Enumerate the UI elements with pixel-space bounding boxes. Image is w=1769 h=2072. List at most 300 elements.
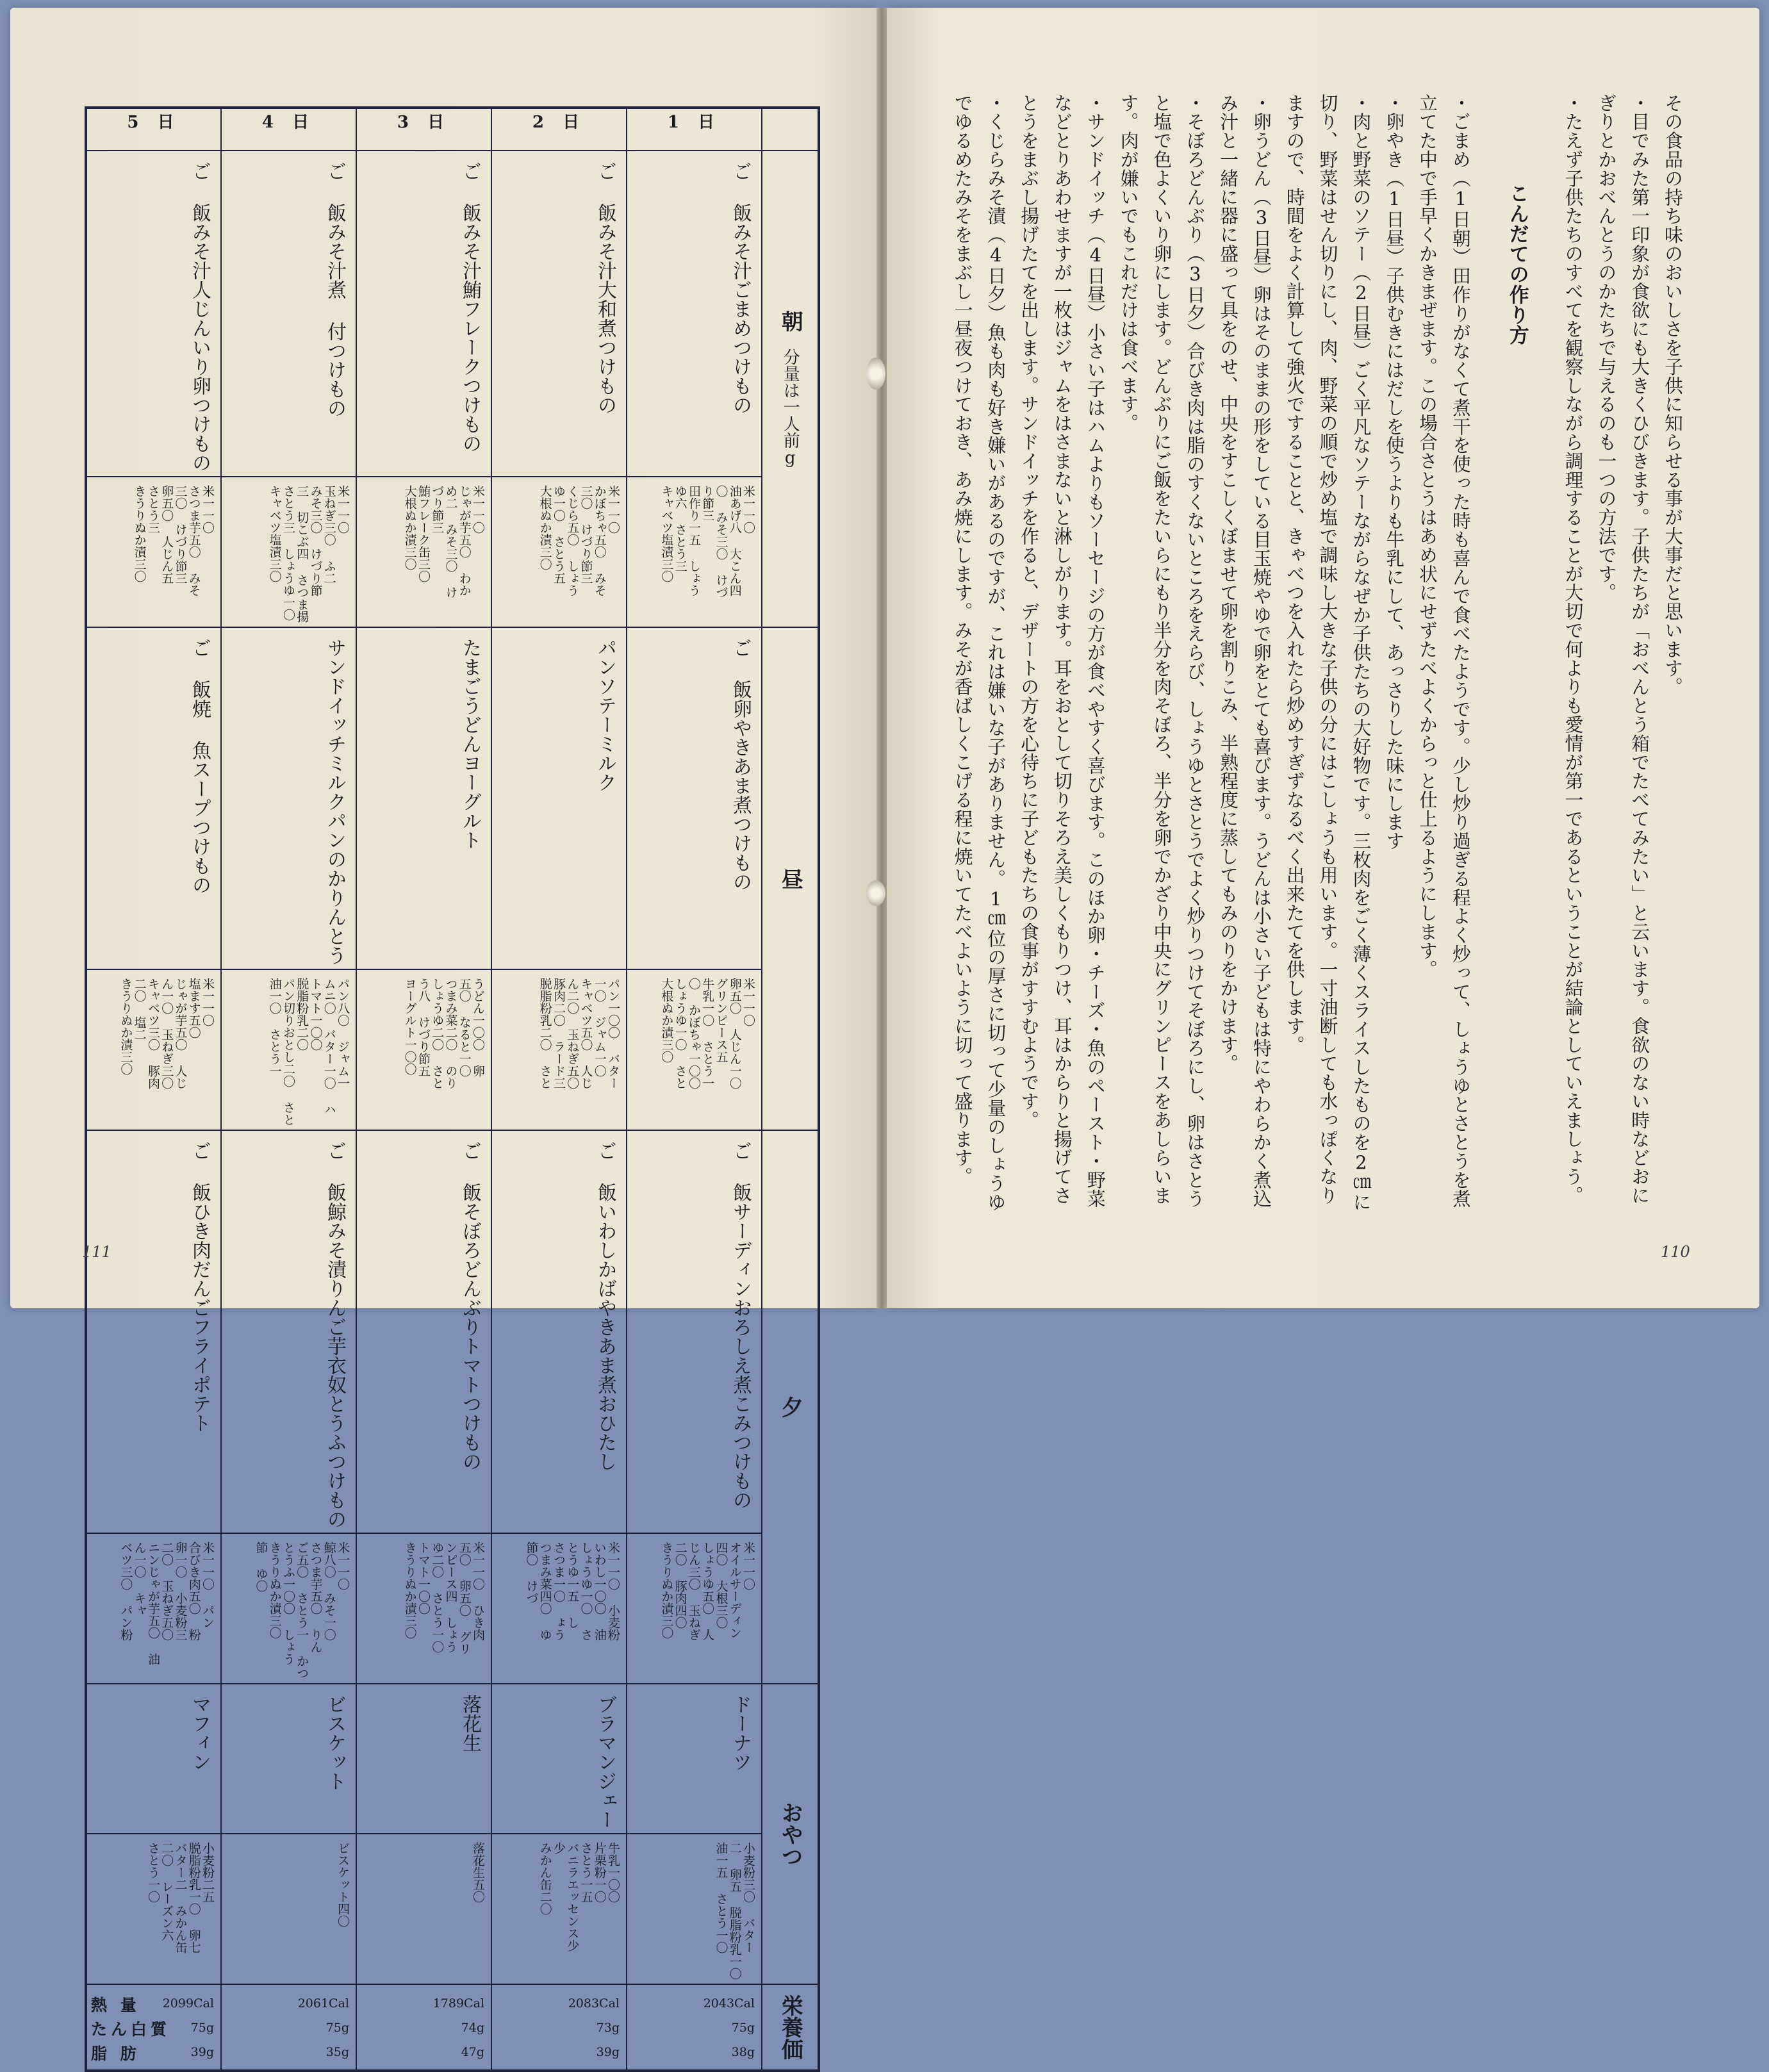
menu-line: 落花生五〇 [471,1842,485,1903]
book-gutter [876,8,887,1308]
menu-line-group [267,485,349,623]
menu-line: さとう一五 [579,1842,593,1903]
dinner-qty-row [86,1533,819,1684]
lunch-qty-day3 [356,969,491,1130]
menu-line-group [538,978,620,1126]
menu-line: 五〇 なると一〇 [457,978,472,1077]
menu-line-group [402,978,484,1126]
menu-line: 米一一〇 [336,1542,350,1590]
fat-value: 39g [190,2045,214,2059]
binding-hole-top [866,358,885,390]
nutrition-day4 [221,1984,356,2071]
menu-line-group [458,1141,482,1529]
lunch-dishes-day2 [491,627,627,969]
intro-paragraph: ・たえず子供たちのすべてを観察しながら調理することが大切で何よりも愛情が第一であるということが結論としていえましょう。 [1562,94,1584,1205]
menu-line: おひたし [594,1394,616,1471]
menu-line: バニラエッセンス少 [565,1842,580,1952]
nutrition-day1 [627,1984,762,2071]
menu-line: 田作り一五 しょう [686,485,701,596]
menu-line: 米一一〇 [201,978,215,1026]
menu-line: みそ汁 [459,222,481,280]
menu-line: 牛乳一〇〇 [606,1842,620,1903]
menu-line: 二〇 レーズン六 [160,1842,174,1941]
menu-line: きうりぬか漬三〇 [119,978,133,1075]
menu-line: 節 ゆ〇 [254,1542,268,1592]
dinner-qty-day2 [491,1533,627,1684]
menu-line: パン八〇 ジャム一 [336,978,350,1089]
protein-value: 73g [596,2021,620,2035]
menu-line: 片栗粉一〇 [592,1842,607,1903]
lunch-label-cell [762,627,819,1130]
menu-line: ご五〇 さとう一 かつ [295,1542,309,1679]
page-number-left: 111 [82,1243,111,1261]
menu-line: つけもの [324,1452,346,1529]
menu-line: しょうゆ五〇 人 [700,1542,715,1641]
menu-line-group [593,1141,618,1529]
menu-line: きうりぬか漬三〇 [267,1542,282,1639]
menu-line: おろしえ [729,1298,752,1375]
menu-line-group [402,1542,484,1679]
menu-line: ドーナツ [729,1695,752,1772]
energy-value: 1789Cal [432,1996,484,2010]
menu-line: ニンじゃが芋五〇 油 [145,1542,160,1665]
menu-line-group [659,978,755,1126]
protein-value: 74g [461,2021,484,2035]
menu-line: ご 飯 [188,161,211,222]
menu-line: ご 飯 [729,1141,752,1202]
menu-line: きうりぬか漬三〇 [132,485,147,582]
menu-line: 二〇 塩二 [132,978,147,1040]
snack-dishes-day4 [221,1684,356,1834]
menu-line: じん三〇 玉ねぎ [686,1542,701,1641]
menu-line: 少 [551,1842,566,1854]
menu-line: ムニ〇 バター一〇 ハ [322,978,336,1115]
menu-line: 大根ぬか漬三〇 [659,978,674,1063]
breakfast-qty-day4 [221,477,356,627]
dinner-dishes-day3 [356,1130,491,1533]
menu-line: キャベツ三〇 豚肉 [145,978,160,1089]
menu-table [85,106,820,2072]
menu-line: ポテト [188,1375,211,1433]
menu-line: 落花生 [459,1695,481,1752]
fat-value: 47g [461,2045,484,2059]
menu-line: 三〇 けづり節三 [579,485,593,584]
menu-line: やき [594,1298,616,1336]
menu-line: くじら五〇 しょう [565,485,580,596]
breakfast-dishes-day3 [356,151,491,477]
menu-line: きうりぬか漬三〇 [659,1542,674,1639]
menu-line: 三 切こぶ四 さつま揚 [295,485,309,623]
menu-line-group [323,161,347,472]
dinner-dishes-day4 [221,1130,356,1533]
menu-line: さとう三 しょうゆ一〇 [281,485,295,621]
corner-cell [762,108,819,151]
day-header: 1 日 [627,108,762,151]
menu-line-group [728,638,753,965]
menu-line-group [524,1542,620,1679]
menu-line: あま煮 [594,1336,616,1394]
menu-line: 大根ぬか漬三〇 [402,485,417,570]
menu-line-group [593,1695,618,1829]
fat-label: 脂 肪 [91,2044,140,2063]
breakfast-qty-day5 [86,477,221,627]
menu-line: 大和煮 [594,280,616,338]
energy-value: 2099Cal [162,1996,214,2010]
snack-qty-row [86,1834,819,1984]
menu-line: ゆ六 さとう三 [673,485,687,572]
lunch-qty-day5 [86,969,221,1130]
breakfast-dishes-day2 [491,151,627,477]
dinner-qty-day1 [627,1533,762,1684]
menu-line: いわしかば [594,1202,616,1298]
menu-line: 二〇 玉ねぎ五〇 [160,1542,174,1641]
menu-line: つけもの [594,338,616,415]
menu-line: 卵 [188,376,211,395]
snack-dishes-day5 [86,1684,221,1834]
menu-line: みそ汁 [188,222,211,280]
menu-line: 米一一〇 [741,485,755,534]
menu-line: トマト一〇〇 [308,978,323,1051]
menu-line: 牛乳一〇 さとう一 [700,978,715,1089]
menu-line: トマト [459,1336,481,1394]
menu-line: さつま一〇 ょう [551,1542,566,1641]
menu-line: 小麦粉二五 [201,1842,215,1903]
dinner-dish-row [86,1130,819,1533]
menu-line: じゃが芋五〇 わか [457,485,472,596]
menu-line: ブラマンジェー [594,1695,616,1829]
nutrition-label-cell [762,1984,819,2071]
menu-line: 四〇 大根三〇 [714,1542,728,1629]
menu-line: づり節三 [430,485,445,534]
menu-line: じゃが芋五〇 人じ [173,978,188,1089]
binding-hole-bottom [866,880,885,906]
menu-line: サーディン [729,1202,752,1298]
menu-line: みかん缶二〇 [538,1842,552,1915]
snack-dishes-day2 [491,1684,627,1834]
menu-line-group [458,638,482,965]
menu-line-group [728,161,753,472]
recipe-paragraph [944,94,946,1221]
snack-dish-row [86,1684,819,1834]
menu-line: 米一一〇 小麦粉 [606,1542,620,1641]
menu-line: ご 飯 [188,638,211,699]
menu-line: 豚肉二〇 ラード三 [551,978,566,1089]
snack-qty-day3 [356,1834,491,1984]
breakfast-dish-row [86,151,819,477]
portion-note: 分量は一人前g [780,349,800,468]
menu-line: ご 飯 [729,638,752,699]
menu-line: 鯨みそ漬 [324,1202,346,1279]
recipe-paragraph: ・そぼろどんぶり（3日夕）合びき肉は脂のすくないところをえらび、しょうゆとさとうでよく炒りつけてそぼろにし、卵はさとうと塩で色よくいり卵にします。どんぶりにご飯をたいらにもり半分を肉そぼろ、半分を卵でかざり中央にグリンピースをあしらいます。肉が嫌いでもこれだけは食べます。 [1117,94,1206,1208]
menu-line: 脱脂粉乳二〇 [295,978,309,1051]
fat-value: 39g [596,2045,620,2059]
menu-line: さつま芋五〇 りん [308,1542,323,1653]
menu-line: バター二 みかん缶 [173,1842,188,1953]
menu-line: 〇 かぼちゃ一〇〇 [686,978,701,1089]
energy-value: 2083Cal [568,1996,620,2010]
recipe-paragraph: ・卵やき（1日昼）子供むきにはだしを使うよりも牛乳にして、あっさりした味にします [1383,94,1406,851]
menu-line-group [458,161,482,472]
menu-line: ミルク [324,753,346,811]
menu-line: サンドイッチ [324,638,346,753]
menu-line: みそ三〇 けづり節 [308,485,323,596]
menu-line: 米一一〇 [741,1542,755,1590]
lunch-dishes-day3 [356,627,491,969]
menu-line: つけもの [459,1394,481,1471]
day-header: 3 日 [356,108,491,151]
menu-line-group [188,1695,212,1829]
menu-line: いわし一〇〇 油 [592,1542,607,1641]
protein-value: 75g [325,2021,349,2035]
section-heading: こんだての作り方 [1505,183,1529,345]
menu-line: ご 飯 [729,161,752,222]
menu-line: つけもの [324,341,346,418]
breakfast-label-cell [762,151,819,627]
menu-line: ビスケット [324,1695,346,1791]
lunch-qty-day1 [627,969,762,1130]
menu-line: め二 みそ三〇 け [443,485,458,598]
menu-line: ん二〇 玉ねぎ五〇 [565,978,580,1089]
protein-label: たん白質 [91,2020,171,2039]
menu-line: 人じんいり [188,280,211,376]
menu-line-group [267,978,349,1126]
menu-line: きうりぬか漬三〇 [402,1542,417,1639]
menu-line: ご 飯 [324,1141,346,1202]
menu-line: 二〇 豚肉四〇 [673,1542,687,1629]
menu-line-group [538,1842,620,1980]
menu-line: ご 飯 [594,1141,616,1202]
lunch-qty-day4 [221,969,356,1130]
menu-line-group [336,1842,349,1980]
protein-value: 75g [190,2021,214,2035]
menu-line: 米一一〇 パン [201,1542,215,1629]
menu-line: ん一〇 玉ねぎ三〇 [160,978,174,1089]
day-header-row [86,108,819,151]
nutrition-day5 [86,1984,221,2071]
menu-line: つけもの [729,1433,752,1509]
menu-line: さとう三 [145,485,160,534]
menu-line-group [538,485,620,623]
day-header: 2 日 [491,108,627,151]
menu-line: さつま芋五〇 みそ [186,485,201,596]
recipe-paragraph: ・ごまめ（1日朝）田作りがなくて煮干を使った時も喜んで食べたようです。少し炒り過ぎる程よく炒って、しょうゆとさとうを煮立てた中で手早くかきまぜます。この場合さとうはあめ状にせずたべよくからっと仕上るようにします。 [1417,94,1472,1208]
menu-line: 奴とうふ [324,1375,346,1452]
menu-line: かぼちゃ五〇 みそ [592,485,607,596]
lunch-dishes-day1 [627,627,762,969]
breakfast-qty-row [86,477,819,627]
breakfast-label: 朝 [777,310,803,332]
recipe-paragraph: ・くじらみそ漬（4日夕）魚も肉も好き嫌いがあるのですが、これは嫌いな子がありません。1㎝位の厚さに切って少量のしょうゆでゆるめたみそをまぶし一昼夜つけておき、あみ焼にします。みそが香ばしくこげる程に焼いてたべよいように切って盛ります。 [951,94,1007,1212]
menu-line: つけもの [729,338,752,415]
menu-line-group [132,485,214,623]
menu-line-group [728,1141,753,1529]
menu-line-group [659,485,755,623]
menu-line: 二 卵五 脱脂粉乳一〇 [727,1842,742,1980]
menu-line: ンピース四 しょう [443,1542,458,1653]
menu-line: つけもの [188,818,211,894]
menu-line-group [593,638,618,965]
snack-label-cell [762,1684,819,1984]
lunch-qty-day2 [491,969,627,1130]
menu-line-group [323,1695,347,1829]
snack-dishes-day3 [356,1684,491,1834]
menu-line: 節〇 けづ [524,1542,539,1604]
menu-line: パン [594,638,616,677]
menu-line: 一〇 ジャム一〇 [592,978,607,1077]
menu-line: 脱脂粉乳二〇 さと [538,978,552,1089]
menu-line: 米一一〇 [741,978,755,1026]
menu-line: 玉ねぎ三〇 ふ二 [322,485,336,584]
menu-line: つけもの [188,395,211,472]
menu-line: 卵一〇 小麦粉三 [173,1542,188,1641]
breakfast-qty-day3 [356,477,491,627]
lunch-label: 昼 [777,867,803,890]
menu-line: ベツ三〇 パン粉 [119,1542,133,1641]
menu-line-group [254,1542,349,1679]
energy-value: 2043Cal [703,1996,755,2010]
menu-line-group [402,485,484,623]
menu-line: ご 飯 [459,161,481,222]
dinner-label-cell [762,1130,819,1684]
menu-line: キャベツ五〇 人じ [579,978,593,1089]
menu-line: さとう一〇 [145,1842,160,1903]
menu-line: あま煮 [729,757,752,814]
menu-line: 合びき肉五〇 粉 [186,1542,201,1641]
recipe-paragraph: ・サンドイッチ（4日昼）小さい子はハムよりもソーセージの方が食べやすく喜びます。このほか卵・チーズ・魚のペースト・野菜などとりあわせますが一枚はジャムをはさまないと淋しがります。耳をおとして切りそろえ美しくもりつけ、耳はからりと揚げてさとうをまぶし揚げたてを出します。サンドイッチを作ると、デザートの方を心待ちに子どもたちの食事がすすむようです。 [1018,94,1107,1208]
menu-line: ごまめ [729,280,752,338]
lunch-dishes-day5 [86,627,221,969]
snack-dishes-day1 [627,1684,762,1834]
intro-paragraph: その食品の持ち味のおいしさを子供に知らせる事が大事だと思います。 [1662,94,1684,696]
menu-line: 卵五〇 人じん一〇 [727,978,742,1089]
menu-line: キャベツ塩漬三〇 [659,485,674,582]
snack-qty-day2 [491,1834,627,1984]
menu-line: 小麦粉三〇 バター [741,1842,755,1953]
menu-line: しょうゆ一〇 さ [579,1542,593,1641]
menu-line: 米一一〇 [471,485,485,534]
menu-line: つまみ菜二〇 のり [443,978,458,1089]
nutrition-day3 [356,1984,491,2071]
menu-line: 〇 みそ三〇 けづ [714,485,728,598]
menu-line-group [188,1141,212,1529]
menu-line: 鮪フレーク [459,280,481,376]
menu-line: ミルク [594,734,616,792]
lunch-qty-row [86,969,819,1130]
menu-line: り節三 [700,485,715,522]
menu-line: 油一五 さとう一〇 [714,1842,728,1953]
nutrition-day2 [491,1984,627,2071]
breakfast-dishes-day1 [627,151,762,477]
menu-line-group [728,1695,753,1829]
menu-line-group [323,638,347,965]
menu-line: 煮 付 [324,280,346,341]
menu-line: ご 飯 [188,1141,211,1202]
lunch-dish-row [86,627,819,969]
menu-line: 鮪フレーク缶三〇 [416,485,431,582]
protein-value: 75g [731,2021,755,2035]
menu-line: うどん一〇〇 卵 [471,978,485,1077]
breakfast-dishes-day4 [221,151,356,477]
menu-line: パン一〇〇 バター [606,978,620,1089]
menu-line-group [714,1842,755,1980]
energy-label: 熱 量 [91,1996,140,2014]
breakfast-dishes-day5 [86,151,221,477]
menu-line-group [458,1695,482,1829]
fat-value: 35g [325,2045,349,2059]
menu-line: 三〇 けづり節三 [173,485,188,584]
menu-line: とうゆ一五 し [565,1542,580,1629]
dinner-qty-day5 [86,1533,221,1684]
menu-line: つけもの [729,814,752,891]
snack-qty-day1 [627,1834,762,1984]
day-header: 5 日 [86,108,221,151]
menu-line: 卵やき [729,699,752,757]
menu-line: そぼろどんぶり [459,1202,481,1336]
menu-line: ゆ二〇 さとう一〇 [430,1542,445,1653]
menu-line: 油一〇 さとう一 [267,978,282,1077]
menu-line: つけもの [459,376,481,453]
menu-line-group [119,1542,214,1679]
recipe-article [944,94,1689,1221]
menu-line: 大根ぬか漬三〇 [538,485,552,570]
menu-line: ヨーグルト [459,753,481,850]
menu-line-group [659,1542,755,1679]
menu-line: ご 飯 [459,1141,481,1202]
dinner-qty-day4 [221,1533,356,1684]
menu-line: トマト一〇〇 [416,1542,431,1615]
menu-line-group [188,638,212,965]
menu-line: 米一一〇 ひき肉 [471,1542,485,1641]
menu-line: 塩ます五〇 [186,978,201,1039]
menu-line: 焼 魚 [188,699,211,760]
menu-line: りんご芋衣 [324,1279,346,1375]
menu-line-group [323,1141,347,1529]
menu-line: 米一一〇 [336,485,350,534]
menu-line: しょうゆ二〇 さと [430,978,445,1089]
menu-line: マフィン [188,1695,211,1772]
menu-line: パンのかりんとう [324,811,346,965]
menu-line: う八 けづり節五 [416,978,431,1077]
menu-line: ん一〇 キャ [132,1542,147,1616]
menu-line: つまみ菜四〇 ゆ [538,1542,552,1641]
lunch-dishes-day4 [221,627,356,969]
menu-line: ソテー [594,677,616,734]
menu-line: フライ [188,1317,211,1375]
menu-line: ビスケット四〇 [336,1842,350,1927]
energy-value: 2061Cal [297,1996,349,2010]
breakfast-qty-day1 [627,477,762,627]
menu-line: ご 飯 [324,161,346,222]
menu-line-group [471,1842,484,1980]
menu-line: キャベツ塩漬三〇 [267,485,282,582]
recipe-paragraph: ・卵うどん（3日昼）卵はそのままの形をしている目玉焼やゆで卵をとても喜びます。うどんは小さい子どもは特にやわらかく煮込み汁と一緒に器に盛って具をのせ、中央をすこしくぼませて卵を割りこみ、半熟程度に蒸してもみのりをかけます。 [1217,94,1272,1208]
dinner-qty-day3 [356,1533,491,1684]
menu-line: スープ [188,760,211,818]
menu-line: ヨーグルト一〇〇 [402,978,417,1075]
menu-line: パン切りおとし二〇 さと [281,978,295,1126]
menu-line: 脱脂粉乳一〇 卵七 [186,1842,201,1953]
breakfast-qty-day2 [491,477,627,627]
menu-line: みそ汁 [594,222,616,280]
menu-line: 鯨八〇 みそ一〇 [322,1542,336,1641]
nutrition-row [86,1984,819,2071]
intro-paragraph: ・目でみた第一印象が食欲にも大きくひびきます。子供たちが「おべんとう箱でたべてみたい」と云います。食欲のない時などおにぎりとかおべんとうのかたちで与えるのも一つの方法です。 [1595,94,1651,1205]
snack-qty-day5 [86,1834,221,1984]
dinner-dishes-day5 [86,1130,221,1533]
menu-line-group [188,161,212,472]
menu-line: 油あげ八 大こん四 [727,485,742,596]
menu-line: グリンピース五 [714,978,728,1063]
